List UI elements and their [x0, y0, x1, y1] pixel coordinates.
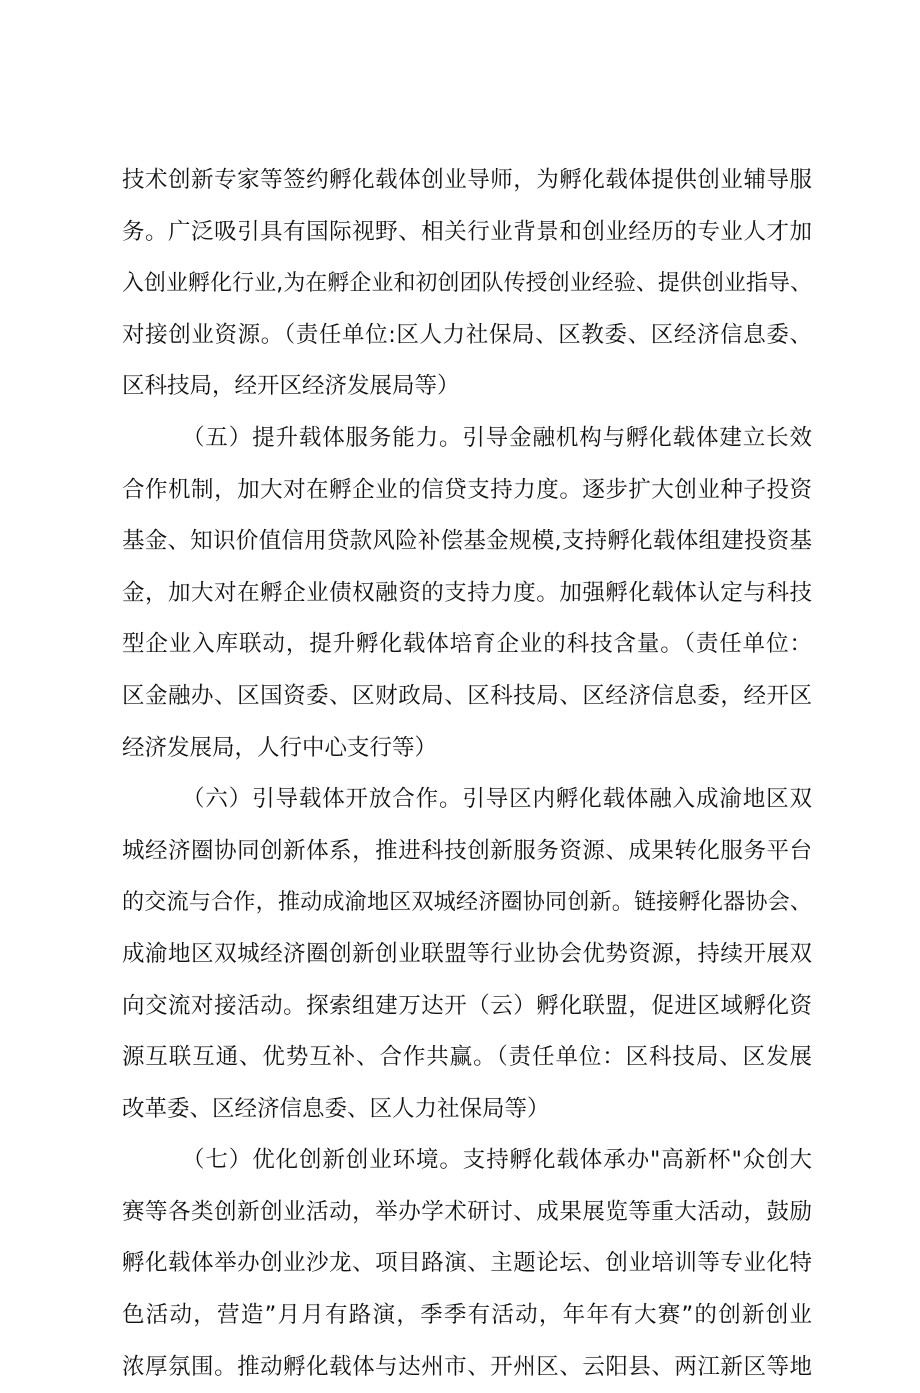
text-line: 入创业孵化行业,为在孵企业和初创团队传授创业经验、提供创业指导、 [122, 271, 812, 297]
text-line: 向交流对接活动。探索组建万达开（云）孵化联盟，促进区域孵化资 [122, 992, 812, 1019]
text-line: 孵化载体举办创业沙龙、项目路演、主题论坛、创业培训等专业化特 [122, 1250, 812, 1277]
text-line: 成渝地区双城经济圈创新创业联盟等行业协会优势资源，持续开展双 [122, 940, 812, 967]
text-line: 区科技局，经开区经济发展局等） [122, 373, 460, 400]
document-body [122, 155, 812, 1393]
text-line: 色活动，营造”月月有路演，季季有活动，年年有大赛”的创新创业 [122, 1302, 812, 1329]
text-line: 基金、知识价值信用贷款风险补偿基金规模,支持孵化载体组建投资基 [122, 528, 812, 555]
text-line: 合作机制，加大对在孵企业的信贷支持力度。逐步扩大创业种子投资 [122, 476, 812, 503]
text-line: 技术创新专家等签约孵化载体创业导师，为孵化载体提供创业辅导服 [122, 167, 812, 193]
paragraph-first-line: （六）引导载体开放合作。引导区内孵化载体融入成渝地区双 [182, 786, 812, 813]
text-line: 源互联互通、优势互补、合作共赢。（责任单位：区科技局、区发展 [122, 1044, 812, 1071]
text-line: 浓厚氛围。推动孵化载体与达州市、开州区、云阳县、两江新区等地 [122, 1353, 812, 1380]
text-line: 务。广泛吸引具有国际视野、相关行业背景和创业经历的专业人才加 [122, 218, 812, 245]
text-line: 区金融办、区国资委、区财政局、区科技局、区经济信息委，经开区 [122, 682, 812, 709]
text-line: 金，加大对在孵企业债权融资的支持力度。加强孵化载体认定与科技 [122, 579, 812, 606]
text-line: 城经济圈协同创新体系，推进科技创新服务资源、成果转化服务平台 [122, 837, 812, 864]
text-line: 改革委、区经济信息委、区人力社保局等） [122, 1095, 550, 1122]
paragraph-first-line: （五）提升载体服务能力。引导金融机构与孵化载体建立长效 [182, 424, 812, 451]
paragraph-first-line: （七）优化创新创业环境。支持孵化载体承办"高新杯"众创大 [182, 1147, 812, 1174]
text-line: 赛等各类创新创业活动，举办学术研讨、成果展览等重大活动，鼓励 [122, 1198, 812, 1225]
text-line: 经济发展局，人行中心支行等） [122, 734, 438, 761]
text-line: 型企业入库联动，提升孵化载体培育企业的科技含量。（责任单位： [122, 631, 812, 658]
text-line: 对接创业资源。（责任单位:区人力社保局、区教委、区经济信息委、 [122, 321, 812, 348]
text-line: 的交流与合作，推动成渝地区双城经济圈协同创新。链接孵化器协会、 [122, 889, 812, 916]
